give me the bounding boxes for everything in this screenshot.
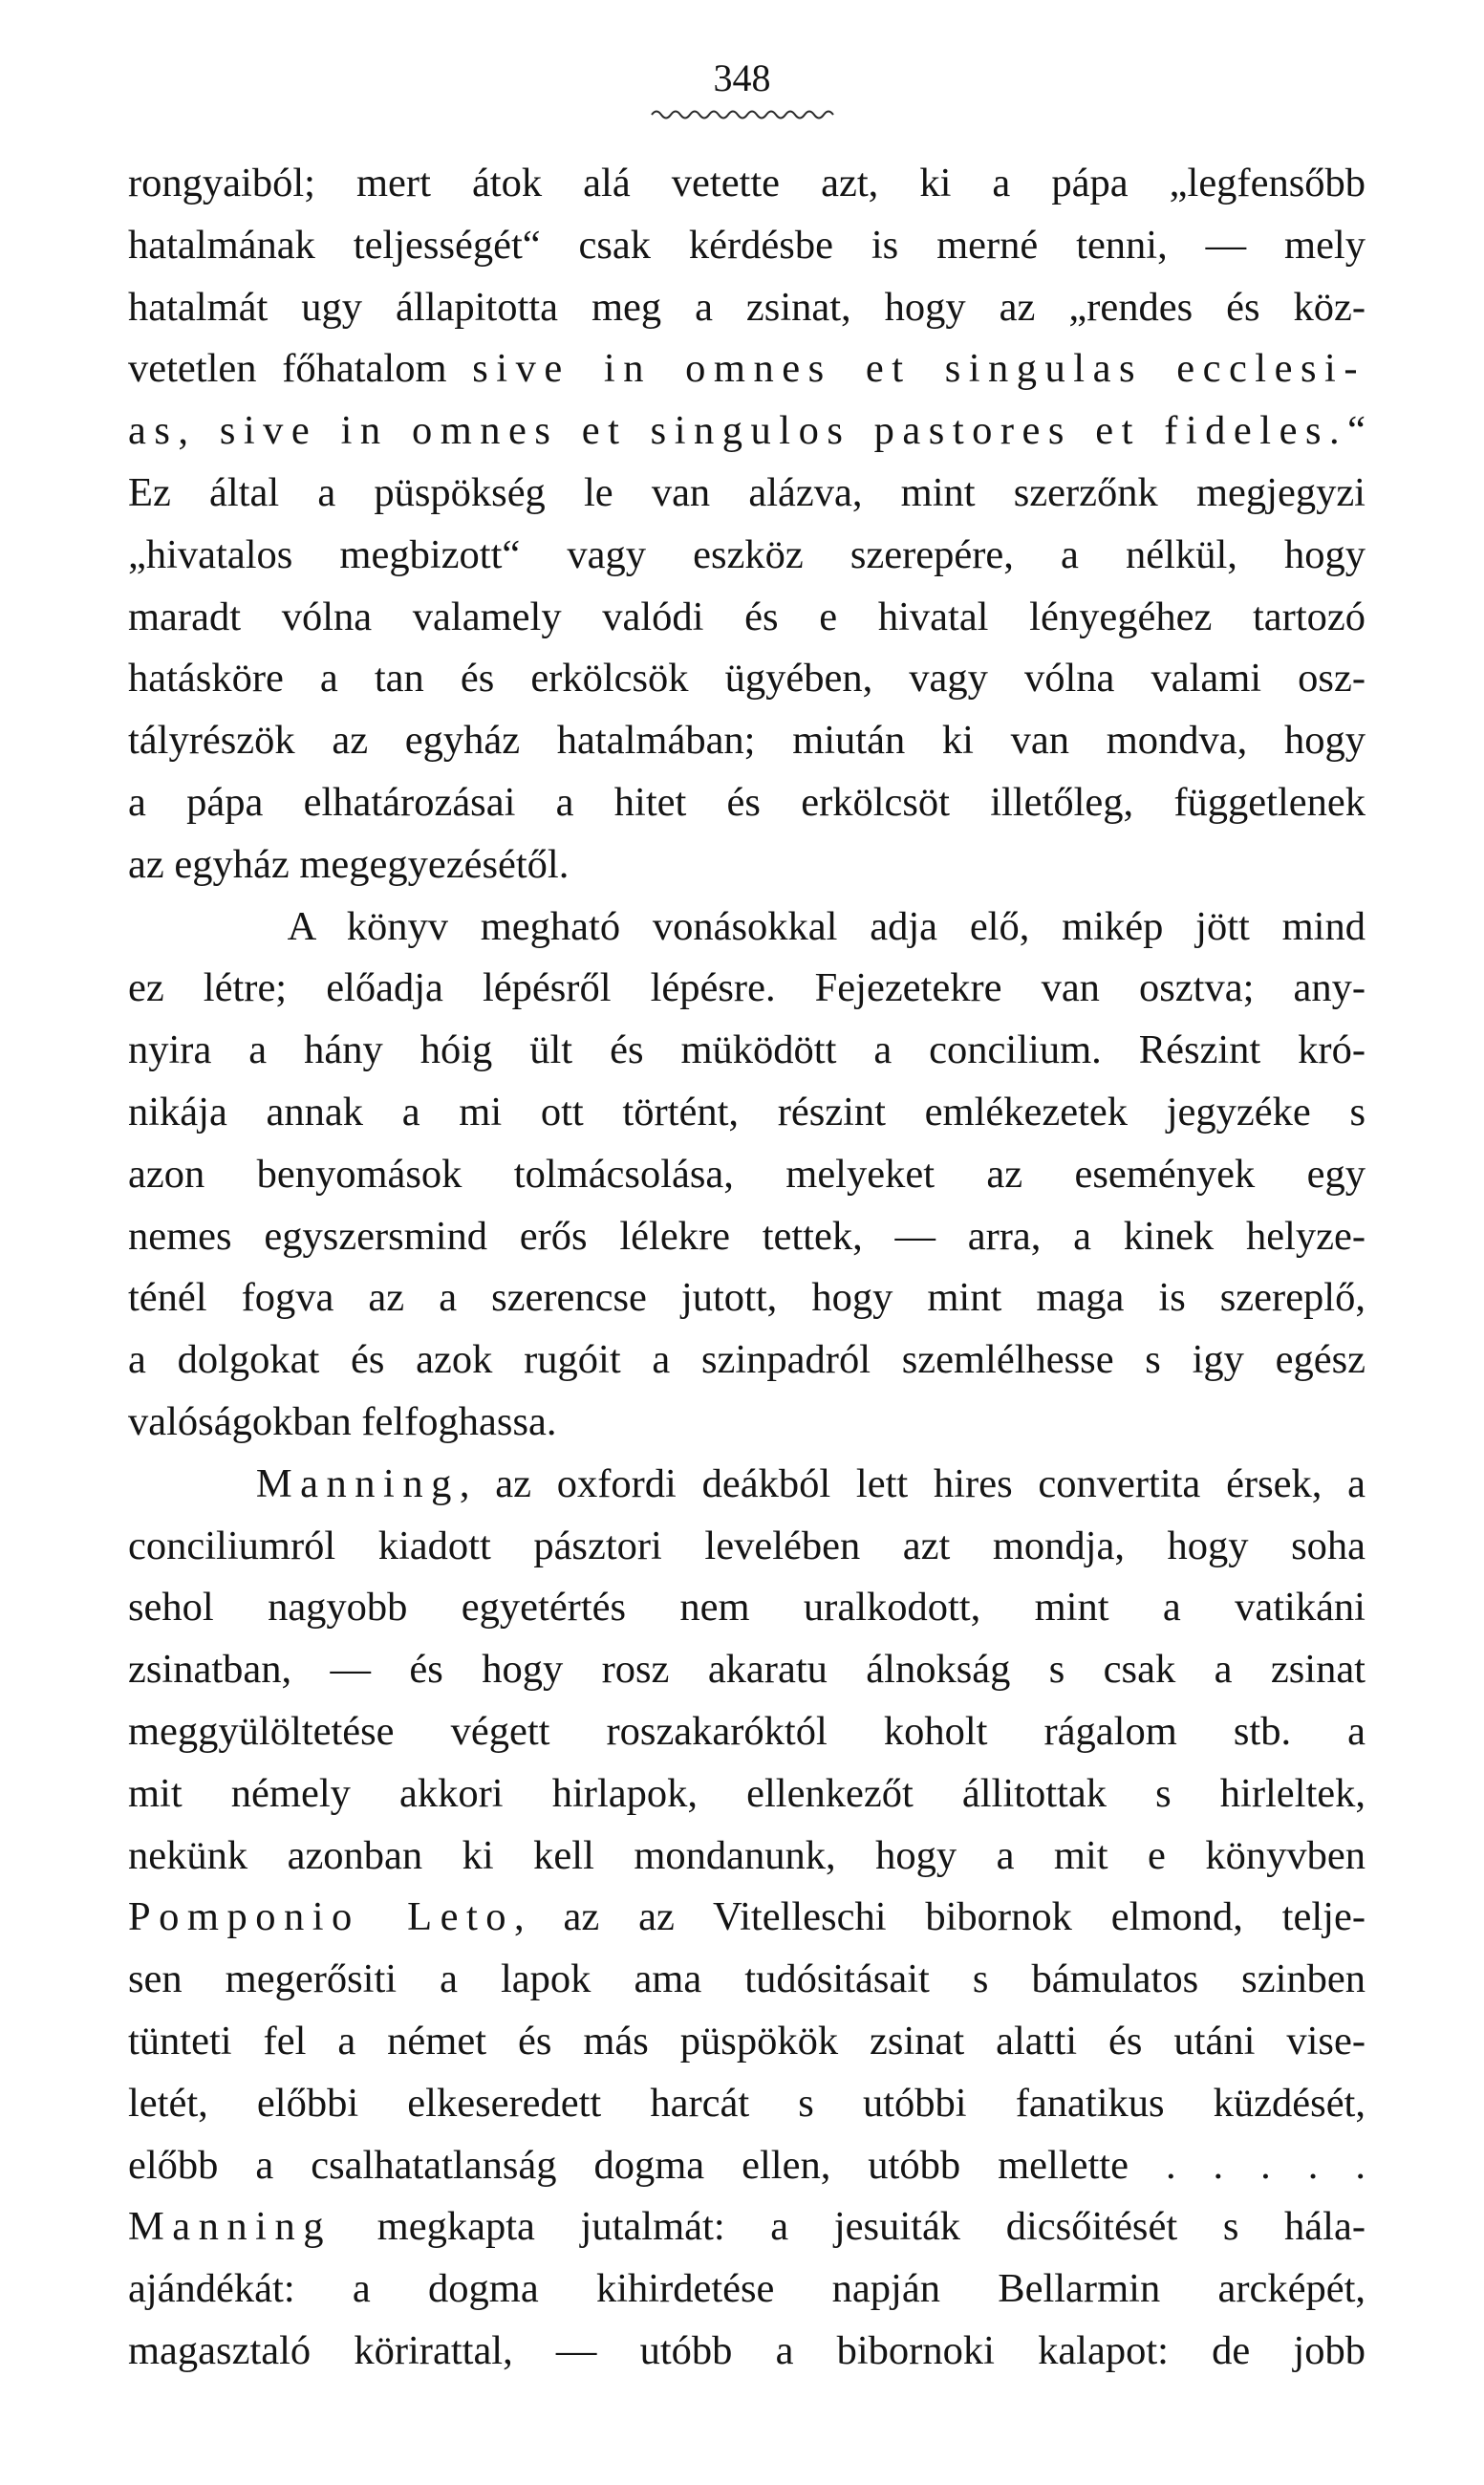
text-line [128,1144,1366,1206]
text-run: , az oxfordi deákból lett hires convertita érsek, a [459,1460,1366,1506]
text-line [128,2321,1366,2383]
text-run: ajándékát: a dogma kihirdetése napján Bellarmin arcképét, [128,2266,1366,2312]
text-line [128,400,1366,463]
text-run: letét, előbbi elkeseredett harcát s utóbbi fanatikus küzdését, [128,2080,1366,2126]
text-line [128,1020,1366,1082]
text-run: rongyaiból; mert átok alá vetette azt, ki a pápa „legfensőbb [128,161,1366,205]
text-run: nikája annak a mi ott történt, részint emlékezetek jegyzéke s [128,1089,1366,1134]
text-line [128,338,1366,400]
text-line [128,1949,1366,2011]
text-line [128,1392,1366,1454]
text-run: a dolgokat és azok rugóit a szinpadról szemlélhesse s igy egész [128,1337,1366,1383]
text-line [128,277,1366,339]
text-line [128,1516,1366,1578]
text-run: magasztaló körirattal, — utóbb a bibornoki kalapot: de jobb [128,2327,1366,2373]
text-line [128,710,1366,772]
text-run: meggyülöltetése végett roszakaróktól koholt rágalom stb. a [128,1708,1366,1754]
text-line [128,1082,1366,1144]
text-line [128,1639,1366,1701]
text-run: azon benyomások tolmácsolása, melyeket az események egy [128,1151,1366,1197]
text-run: valóságokban felfoghassa. [128,1398,557,1444]
text-run: tályrészök az egyház hatalmában; miután ki van mondva, hogy [128,718,1366,764]
text-run: nekünk azonban ki kell mondanunk, hogy a mit e könyvben [128,1832,1366,1878]
text-line [128,1763,1366,1826]
text-run: nyira a hány hóig ült és müködött a concilium. Részint kró- [128,1027,1366,1073]
page-number: 348 [713,56,771,99]
text-line [128,2258,1366,2321]
text-run: az egyház megegyezésétől. [128,841,570,887]
text-line [128,1329,1366,1392]
text-run [128,1461,256,1506]
spaced-text-run: as, sive in omnes et singulos pastores et fideles. [128,408,1348,454]
text-line [128,153,1366,215]
text-line [128,1267,1366,1329]
text-line [128,2073,1366,2135]
text-line [128,1887,1366,1949]
text-run: Ez által a püspökség le van alázva, mint szerzőnk megjegyzi [128,469,1366,515]
text-line [128,958,1366,1020]
text-line [128,587,1366,649]
text-run: “ [1347,408,1366,454]
text-run: ez létre; előadja lépésről lépésre. Fejezetekre van osztva; any- [128,965,1366,1011]
text-line [128,1826,1366,1888]
text-run: tünteti fel a német és más püspökök zsinat alatti és utáni vise- [128,2018,1366,2064]
text-run: vetetlen főhatalom [128,346,473,392]
text-run: a pápa elhatározásai a hitet és erkölcsöt illetőleg, függetlenek [128,779,1366,825]
text-run: ténél fogva az a szerencse jutott, hogy mint maga is szereplő, [128,1275,1366,1321]
text-line [128,648,1366,710]
text-run: előbb a csalhatatlanság dogma ellen, utóbb mellette . . . . . [128,2142,1366,2188]
text-line [128,1206,1366,1268]
text-run: conciliumról kiadott pásztori levelében azt mondja, hogy soha [128,1523,1366,1568]
spaced-text-run: sive in omnes et singulas ecclesi- [472,346,1366,392]
text-line [128,2011,1366,2073]
text-run: megkapta jutalmát: a jesuiták dicsőitését s hála- [331,2204,1366,2250]
text-run: hatalmát ugy állapitotta meg a zsinat, hogy az „rendes és köz- [128,284,1366,330]
spaced-text-run: Manning [255,1460,460,1506]
text-run: hatalmának teljességét“ csak kérdésbe is merné tenni, — mely [128,222,1366,268]
text-run: „hivatalos megbizott“ vagy eszköz szerepére, a nélkül, hogy [128,531,1366,577]
text-line [128,1701,1366,1763]
text-run: A könyv megható vonásokkal adja elő, mikép jött mind [128,903,1366,949]
text-line [128,215,1366,277]
text-line [128,772,1366,834]
text-line [128,2196,1366,2258]
text-line [128,1454,1366,1516]
text-run: zsinatban, — és hogy rosz akaratu álnokság s csak a zsinat [128,1647,1366,1693]
text-line [128,897,1366,959]
body-text [128,153,1366,2383]
text-run: maradt vólna valamely valódi és e hivatal lényegéhez tartozó [128,594,1366,639]
text-run: sen megerősiti a lapok ama tudósitásait s bámulatos szinben [128,1956,1366,2002]
wavy-rule [650,107,841,122]
text-run: , az az Vitelleschi bibornok elmond, telje- [514,1894,1366,1940]
text-line [128,525,1366,587]
spaced-text-run: Manning [128,2204,332,2250]
text-run: sehol nagyobb egyetértés nem uralkodott, mint a vatikáni [128,1585,1366,1631]
text-line [128,2135,1366,2197]
spaced-text-run: Pomponio Leto [128,1894,515,1940]
text-line [128,463,1366,525]
text-line [128,1577,1366,1639]
text-run: hatásköre a tan és erkölcsök ügyében, vagy vólna valami osz- [128,656,1366,702]
text-run: nemes egyszersmind erős lélekre tettek, — arra, a kinek helyze- [128,1213,1366,1259]
text-run: mit némely akkori hirlapok, ellenkezőt állitottak s hirleltek, [128,1770,1366,1816]
text-line [128,834,1366,897]
